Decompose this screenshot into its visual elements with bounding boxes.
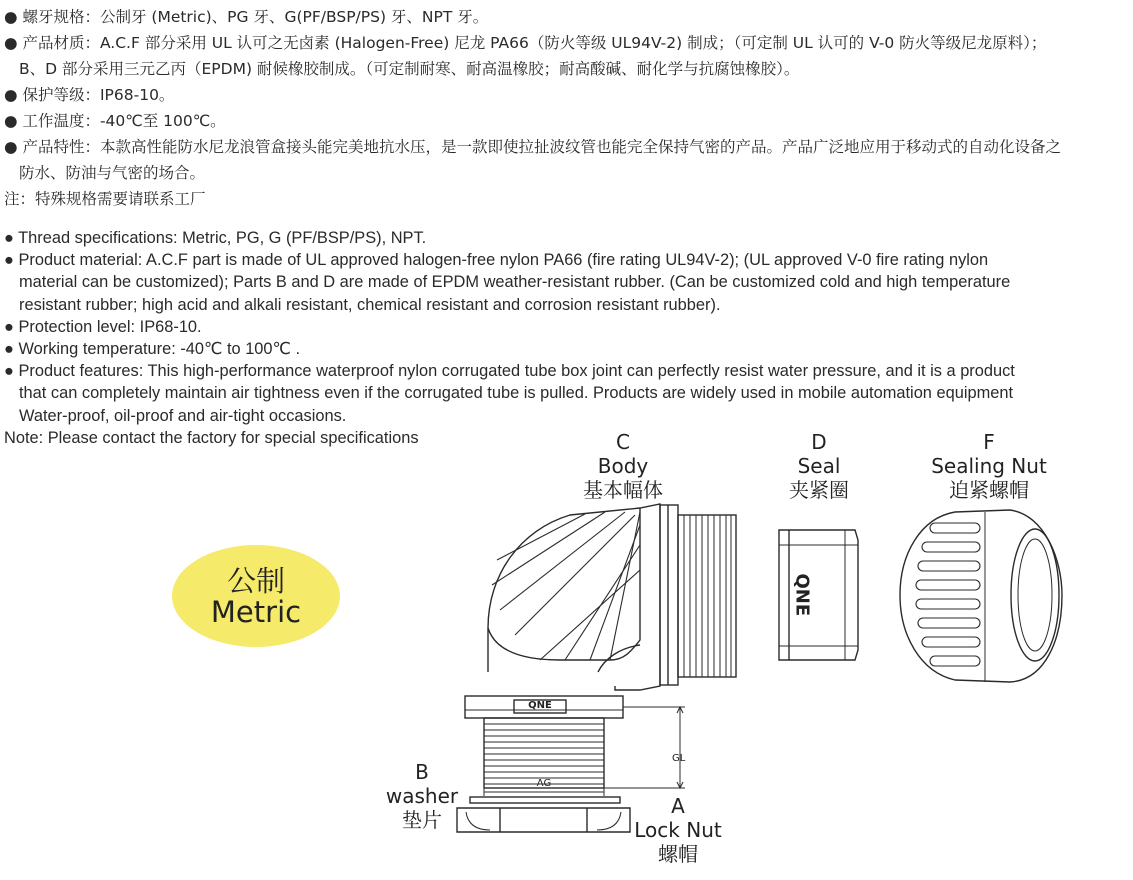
spec-en-material-cont-2: resistant rubber; high acid and alkali resistant, chemical resistant and corrosion resistant rubber). bbox=[19, 295, 721, 314]
lock-nut-drawing bbox=[457, 808, 630, 832]
part-label-sealing-nut: F Sealing Nut 迫紧螺帽 bbox=[931, 430, 1047, 502]
spec-en-note: Note: Please contact the factory for special specifications bbox=[4, 428, 419, 447]
spec-cn-protection: ● 保护等级：IP68-10。 bbox=[4, 86, 175, 104]
sealing-nut-drawing bbox=[900, 510, 1062, 682]
dimension-gl-label: GL bbox=[672, 753, 686, 764]
part-label-washer: B washer 垫片 bbox=[385, 760, 459, 832]
spec-en-features-cont-2: Water-proof, oil-proof and air-tight occasions. bbox=[19, 406, 347, 425]
spec-cn-note: 注：特殊规格需要请联系工厂 bbox=[4, 190, 206, 208]
spec-en-temperature: ● Working temperature: -40℃ to 100℃ . bbox=[4, 340, 301, 359]
body-corrugations bbox=[492, 512, 640, 660]
bottom-thread bbox=[484, 724, 604, 784]
spec-en-thread: ● Thread specifications: Metric, PG, G (PF/BSP/PS), NPT. bbox=[4, 229, 427, 247]
spec-en-features: ● Product features: This high-performance waterproof nylon corrugated tube box joint can perfectly resist water pressure, and it is a product bbox=[4, 362, 1015, 381]
metric-badge-cn: 公制 bbox=[226, 564, 285, 598]
sealing-nut-grips bbox=[916, 523, 980, 666]
spec-en-material: ● Product material: A.C.F part is made of UL approved halogen-free nylon PA66 (fire rating UL94V-2); (UL approved V-0 fire rating nylon bbox=[4, 251, 989, 270]
top-thread bbox=[684, 515, 731, 677]
part-label-body: C Body 基本幅体 bbox=[583, 430, 663, 502]
dimension-ag-label: AG bbox=[536, 778, 552, 789]
washer-drawing bbox=[470, 797, 620, 803]
spec-cn-temperature: ● 工作温度：-40℃至 100℃。 bbox=[4, 112, 226, 130]
brand-mark-base: QNE bbox=[528, 700, 552, 711]
spec-cn-features: ● 产品特性：本款高性能防水尼龙浪管盒接头能完美地抗水压，是一款即使拉扯波纹管也能完全保持气密的产品。产品广泛地应用于移动式的自动化设备之 bbox=[4, 138, 1061, 156]
metric-badge-en: Metric bbox=[210, 595, 302, 629]
part-label-lock-nut: A Lock Nut 螺帽 bbox=[634, 794, 722, 866]
spec-en-material-cont-1: material can be customized); Parts B and D are made of EPDM weather-resistant rubber. (Can be customized cold and high temperature bbox=[19, 273, 1011, 292]
spec-en-features-cont-1: that can completely maintain air tightness even if the corrugated tube is pulled. Products are widely used in mobile automation equipment bbox=[19, 384, 1014, 403]
body-elbow bbox=[488, 504, 736, 690]
dimension-lines bbox=[484, 707, 685, 796]
spec-en-protection: ● Protection level: IP68-10. bbox=[4, 317, 202, 336]
brand-mark-seal: QNE bbox=[791, 573, 813, 617]
body-base bbox=[465, 696, 685, 796]
spec-cn-features-cont: 防水、防油与气密的场合。 bbox=[19, 164, 206, 182]
part-label-seal: D Seal 夹紧圈 bbox=[789, 430, 849, 502]
spec-cn-material-cont: B、D 部分采用三元乙丙（EPDM) 耐候橡胶制成。（可定制耐寒、耐高温橡胶；耐高酸碱、耐化学与抗腐蚀橡胶）。 bbox=[19, 60, 800, 78]
spec-cn-thread: ● 螺牙规格：公制牙 (Metric)、PG 牙、G(PF/BSP/PS) 牙、NPT 牙。 bbox=[4, 8, 489, 26]
spec-cn-material: ● 产品材质：A.C.F 部分采用 UL 认可之无卤素 (Halogen-Free) 尼龙 PA66（防火等级 UL94V-2) 制成；（可定制 UL 认可的 V-0 防火等级尼龙原料）； bbox=[4, 34, 1047, 52]
